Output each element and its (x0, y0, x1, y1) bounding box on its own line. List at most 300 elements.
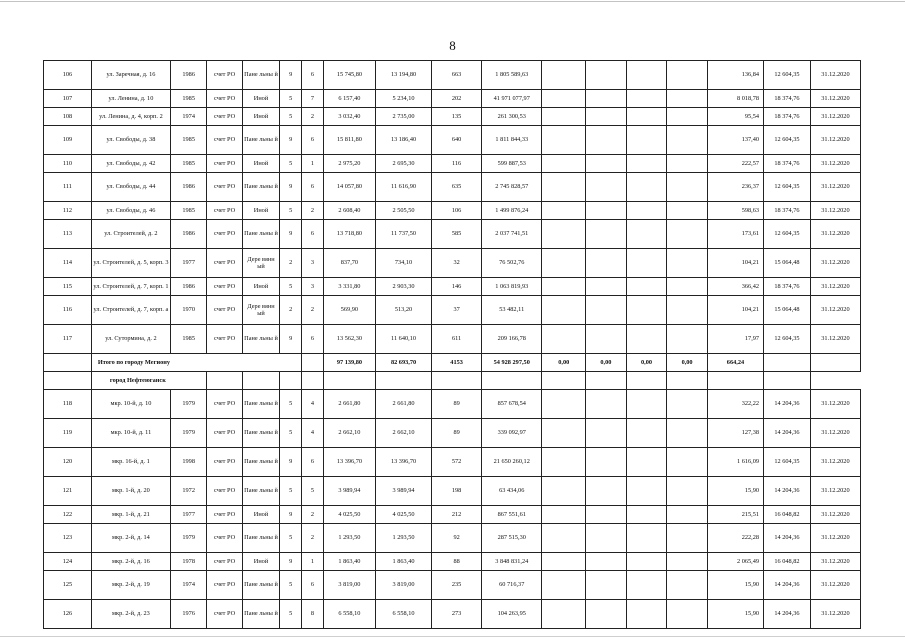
empty-cell (586, 202, 627, 220)
table-row (44, 126, 861, 155)
material-cell: Дере вянн ый (242, 296, 279, 325)
row-number: 118 (44, 390, 92, 419)
empty-cell (542, 108, 586, 126)
cost-cell: 2 745 828,57 (482, 173, 542, 202)
section-empty-cell (280, 372, 302, 390)
account-cell: счет РО (207, 600, 242, 629)
account-cell: счет РО (207, 278, 242, 296)
empty-cell (626, 126, 667, 155)
date-cell: 31.12.2020 (810, 202, 860, 220)
unit-cost-cell: 15,90 (707, 571, 763, 600)
entrances-cell: 6 (302, 325, 324, 354)
floors-cell: 9 (280, 173, 302, 202)
area-total-cell: 2 662,10 (323, 419, 375, 448)
section-empty-cell (542, 372, 586, 390)
empty-cell (586, 61, 627, 90)
area-total-cell: 6 157,40 (323, 90, 375, 108)
row-number: 122 (44, 506, 92, 524)
unit-cost-cell: 2 065,49 (707, 553, 763, 571)
unit-cost-cell: 222,28 (707, 524, 763, 553)
table-row (44, 278, 861, 296)
rate-cell: 14 204,36 (764, 390, 811, 419)
material-cell: Иной (242, 108, 279, 126)
material-cell: Пане льны й (242, 571, 279, 600)
cost-cell: 1 499 876,24 (482, 202, 542, 220)
empty-cell (667, 249, 708, 278)
address-cell: ул. Строителей, д. 7, корп. 1 (91, 278, 170, 296)
material-cell: Пане льны й (242, 419, 279, 448)
floors-cell: 2 (280, 296, 302, 325)
row-number: 113 (44, 220, 92, 249)
page-number: 8 (449, 38, 456, 53)
area-total-cell: 3 989,94 (323, 477, 375, 506)
floors-cell: 5 (280, 90, 302, 108)
entrances-cell: 2 (302, 296, 324, 325)
empty-cell (667, 90, 708, 108)
floors-cell: 9 (280, 448, 302, 477)
account-cell: счет РО (207, 220, 242, 249)
row-number: 106 (44, 61, 92, 90)
address-cell: ул. Заречная, д. 16 (91, 61, 170, 90)
area-living-cell: 3 819,00 (375, 571, 431, 600)
row-number: 126 (44, 600, 92, 629)
section-empty-cell (242, 372, 279, 390)
area-total-cell: 14 057,80 (323, 173, 375, 202)
material-cell: Пане льны й (242, 220, 279, 249)
year-cell: 1979 (170, 524, 206, 553)
rate-cell: 12 604,35 (764, 173, 811, 202)
row-number: 111 (44, 173, 92, 202)
account-cell: счет РО (207, 126, 242, 155)
date-cell: 31.12.2020 (810, 90, 860, 108)
area-total-cell: 6 558,10 (323, 600, 375, 629)
area-living-cell: 13 194,80 (375, 61, 431, 90)
address-cell: ул. Свободы, д. 38 (91, 126, 170, 155)
area-living-cell: 2 695,30 (375, 155, 431, 173)
cost-cell: 1 811 844,33 (482, 126, 542, 155)
total-zero-2: 0,00 (586, 354, 627, 372)
date-cell: 31.12.2020 (810, 173, 860, 202)
cost-cell: 60 716,37 (482, 571, 542, 600)
entrances-cell: 4 (302, 419, 324, 448)
table-row (44, 448, 861, 477)
address-cell: ул. Свободы, д. 46 (91, 202, 170, 220)
rate-cell: 14 204,36 (764, 571, 811, 600)
empty-cell (542, 220, 586, 249)
empty-cell (626, 477, 667, 506)
material-cell: Дере вянн ый (242, 249, 279, 278)
empty-cell (667, 524, 708, 553)
area-total-cell: 837,70 (323, 249, 375, 278)
account-cell: счет РО (207, 249, 242, 278)
cost-cell: 41 971 077,97 (482, 90, 542, 108)
empty-cell (542, 506, 586, 524)
row-number: 108 (44, 108, 92, 126)
cost-cell: 339 092,97 (482, 419, 542, 448)
total-sum: 54 928 297,50 (482, 354, 542, 372)
empty-cell (586, 126, 627, 155)
residents-cell: 32 (432, 249, 482, 278)
table-row (44, 90, 861, 108)
empty-cell (626, 524, 667, 553)
area-living-cell: 2 662,10 (375, 419, 431, 448)
unit-cost-cell: 104,21 (707, 249, 763, 278)
address-cell: ул. Строителей, д. 2 (91, 220, 170, 249)
empty-cell (667, 448, 708, 477)
row-number: 119 (44, 419, 92, 448)
address-cell: мкр. 2-й, д. 19 (91, 571, 170, 600)
year-cell: 1986 (170, 278, 206, 296)
row-number: 116 (44, 296, 92, 325)
table-row (44, 249, 861, 278)
empty-cell (542, 249, 586, 278)
area-living-cell: 6 558,10 (375, 600, 431, 629)
area-total-cell: 13 718,80 (323, 220, 375, 249)
date-cell: 31.12.2020 (810, 220, 860, 249)
area-total-cell: 4 025,50 (323, 506, 375, 524)
unit-cost-cell: 215,51 (707, 506, 763, 524)
total-row (44, 354, 861, 372)
unit-cost-cell: 104,21 (707, 296, 763, 325)
rate-cell: 12 604,35 (764, 220, 811, 249)
date-cell: 31.12.2020 (810, 155, 860, 173)
rate-cell: 18 374,76 (764, 202, 811, 220)
empty-cell (542, 390, 586, 419)
empty-cell (586, 419, 627, 448)
rate-cell: 18 374,76 (764, 90, 811, 108)
row-number: 117 (44, 325, 92, 354)
residents-cell: 202 (432, 90, 482, 108)
cost-cell: 21 650 260,12 (482, 448, 542, 477)
total-empty-cell (302, 354, 324, 372)
material-cell: Пане льны й (242, 390, 279, 419)
cost-cell: 3 848 831,24 (482, 553, 542, 571)
section-empty-cell (707, 372, 763, 390)
entrances-cell: 6 (302, 220, 324, 249)
rate-cell: 14 204,36 (764, 477, 811, 506)
floors-cell: 5 (280, 524, 302, 553)
year-cell: 1979 (170, 419, 206, 448)
residents-cell: 89 (432, 390, 482, 419)
unit-cost-cell: 136,84 (707, 61, 763, 90)
area-living-cell: 13 396,70 (375, 448, 431, 477)
table-row (44, 325, 861, 354)
account-cell: счет РО (207, 202, 242, 220)
empty-cell (586, 90, 627, 108)
empty-cell (586, 600, 627, 629)
residents-cell: 273 (432, 600, 482, 629)
cost-cell: 599 887,53 (482, 155, 542, 173)
year-cell: 1986 (170, 61, 206, 90)
empty-cell (542, 126, 586, 155)
empty-cell (667, 600, 708, 629)
floors-cell: 9 (280, 506, 302, 524)
unit-cost-cell: 236,37 (707, 173, 763, 202)
residents-cell: 635 (432, 173, 482, 202)
section-empty-cell (482, 372, 542, 390)
rate-cell: 15 064,48 (764, 296, 811, 325)
section-empty-cell (323, 372, 375, 390)
account-cell: счет РО (207, 296, 242, 325)
entrances-cell: 6 (302, 61, 324, 90)
empty-cell (626, 571, 667, 600)
floors-cell: 5 (280, 278, 302, 296)
account-cell: счет РО (207, 173, 242, 202)
entrances-cell: 5 (302, 477, 324, 506)
residents-cell: 92 (432, 524, 482, 553)
empty-cell (542, 553, 586, 571)
year-cell: 1976 (170, 600, 206, 629)
empty-cell (626, 553, 667, 571)
cost-cell: 209 166,78 (482, 325, 542, 354)
area-living-cell: 11 640,10 (375, 325, 431, 354)
year-cell: 1979 (170, 390, 206, 419)
residents-cell: 106 (432, 202, 482, 220)
residents-cell: 235 (432, 571, 482, 600)
empty-cell (586, 220, 627, 249)
empty-cell (542, 202, 586, 220)
date-cell: 31.12.2020 (810, 325, 860, 354)
row-number: 110 (44, 155, 92, 173)
date-cell: 31.12.2020 (810, 553, 860, 571)
section-empty-cell (207, 372, 242, 390)
area-living-cell: 2 903,30 (375, 278, 431, 296)
empty-cell (626, 202, 667, 220)
row-number: 121 (44, 477, 92, 506)
empty-cell (667, 325, 708, 354)
empty-cell (667, 126, 708, 155)
floors-cell: 9 (280, 553, 302, 571)
total-label: Итого по городу Мегиону (91, 354, 301, 372)
empty-cell (667, 61, 708, 90)
date-cell: 31.12.2020 (810, 448, 860, 477)
entrances-cell: 8 (302, 600, 324, 629)
table-wrapper (43, 60, 861, 629)
table-total (44, 354, 861, 390)
table-body-megion (44, 61, 861, 354)
residents-cell: 572 (432, 448, 482, 477)
total-zero-3: 0,00 (626, 354, 667, 372)
account-cell: счет РО (207, 90, 242, 108)
cost-cell: 63 434,06 (482, 477, 542, 506)
entrances-cell: 4 (302, 390, 324, 419)
account-cell: счет РО (207, 419, 242, 448)
account-cell: счет РО (207, 325, 242, 354)
row-number: 120 (44, 448, 92, 477)
entrances-cell: 3 (302, 249, 324, 278)
address-cell: мкр. 10-й, д. 10 (91, 390, 170, 419)
empty-cell (586, 173, 627, 202)
address-cell: ул. Свободы, д. 44 (91, 173, 170, 202)
empty-cell (586, 249, 627, 278)
empty-cell (586, 506, 627, 524)
date-cell: 31.12.2020 (810, 571, 860, 600)
row-number: 115 (44, 278, 92, 296)
table-body-nefteyugansk (44, 390, 861, 629)
entrances-cell: 2 (302, 506, 324, 524)
empty-cell (586, 296, 627, 325)
empty-cell (667, 477, 708, 506)
residents-cell: 611 (432, 325, 482, 354)
floors-cell: 5 (280, 419, 302, 448)
area-living-cell: 13 186,40 (375, 126, 431, 155)
total-count: 4153 (432, 354, 482, 372)
empty-cell (626, 600, 667, 629)
empty-cell (626, 278, 667, 296)
housing-table (43, 60, 861, 629)
entrances-cell: 6 (302, 448, 324, 477)
empty-cell (626, 296, 667, 325)
address-cell: ул. Строителей, д. 7, корп. а (91, 296, 170, 325)
empty-cell (626, 390, 667, 419)
rate-cell: 14 204,36 (764, 419, 811, 448)
row-number: 112 (44, 202, 92, 220)
address-cell: ул. Сутормина, д. 2 (91, 325, 170, 354)
area-living-cell: 513,20 (375, 296, 431, 325)
row-number: 123 (44, 524, 92, 553)
address-cell: ул. Строителей, д. 5, корп. 3 (91, 249, 170, 278)
year-cell: 1974 (170, 108, 206, 126)
area-total-cell: 13 396,70 (323, 448, 375, 477)
empty-cell (626, 325, 667, 354)
cost-cell: 1 805 589,63 (482, 61, 542, 90)
table-row (44, 296, 861, 325)
address-cell: ул. Ленина, д. 10 (91, 90, 170, 108)
table-row (44, 108, 861, 126)
area-total-cell: 13 562,30 (323, 325, 375, 354)
unit-cost-cell: 366,42 (707, 278, 763, 296)
entrances-cell: 2 (302, 202, 324, 220)
address-cell: мкр. 16-й, д. 1 (91, 448, 170, 477)
area-living-cell: 1 863,40 (375, 553, 431, 571)
date-cell: 31.12.2020 (810, 419, 860, 448)
area-living-cell: 2 661,80 (375, 390, 431, 419)
date-cell: 31.12.2020 (810, 477, 860, 506)
residents-cell: 198 (432, 477, 482, 506)
address-cell: мкр. 10-й, д. 11 (91, 419, 170, 448)
table-row (44, 61, 861, 90)
floors-cell: 5 (280, 108, 302, 126)
cost-cell: 857 678,54 (482, 390, 542, 419)
area-total-cell: 3 819,00 (323, 571, 375, 600)
empty-cell (626, 108, 667, 126)
rate-cell: 14 204,36 (764, 524, 811, 553)
empty-cell (667, 220, 708, 249)
empty-cell (667, 571, 708, 600)
row-number: 114 (44, 249, 92, 278)
floors-cell: 5 (280, 571, 302, 600)
row-number: 125 (44, 571, 92, 600)
area-total-cell: 2 975,20 (323, 155, 375, 173)
empty-cell (626, 173, 667, 202)
empty-cell (586, 155, 627, 173)
empty-cell (667, 506, 708, 524)
section-empty-cell (764, 372, 811, 390)
area-living-cell: 11 737,50 (375, 220, 431, 249)
account-cell: счет РО (207, 477, 242, 506)
residents-cell: 116 (432, 155, 482, 173)
empty-cell (626, 249, 667, 278)
section-header-row (44, 372, 861, 390)
date-cell: 31.12.2020 (810, 296, 860, 325)
year-cell: 1972 (170, 477, 206, 506)
residents-cell: 88 (432, 553, 482, 571)
section-empty-cell (432, 372, 482, 390)
section-empty-cell (586, 372, 627, 390)
row-number: 107 (44, 90, 92, 108)
empty-cell (542, 600, 586, 629)
entrances-cell: 3 (302, 278, 324, 296)
empty-cell (626, 419, 667, 448)
account-cell: счет РО (207, 448, 242, 477)
rate-cell: 18 374,76 (764, 155, 811, 173)
material-cell: Пане льны й (242, 600, 279, 629)
entrances-cell: 1 (302, 553, 324, 571)
total-num-cell (44, 354, 92, 372)
empty-cell (667, 173, 708, 202)
section-num-cell (44, 372, 92, 390)
floors-cell: 2 (280, 249, 302, 278)
section-title: город Нефтеюганск (91, 372, 207, 390)
material-cell: Пане льны й (242, 61, 279, 90)
cost-cell: 287 515,30 (482, 524, 542, 553)
empty-cell (626, 506, 667, 524)
table-row (44, 419, 861, 448)
residents-cell: 135 (432, 108, 482, 126)
year-cell: 1985 (170, 90, 206, 108)
rate-cell: 18 374,76 (764, 278, 811, 296)
rate-cell: 12 604,35 (764, 61, 811, 90)
account-cell: счет РО (207, 571, 242, 600)
area-total-cell: 3 331,80 (323, 278, 375, 296)
empty-cell (667, 390, 708, 419)
table-row (44, 600, 861, 629)
rate-cell: 18 374,76 (764, 108, 811, 126)
area-total-cell: 3 032,40 (323, 108, 375, 126)
area-living-cell: 5 234,10 (375, 90, 431, 108)
account-cell: счет РО (207, 506, 242, 524)
address-cell: ул. Свободы, д. 42 (91, 155, 170, 173)
empty-cell (542, 325, 586, 354)
table-row (44, 477, 861, 506)
material-cell: Пане льны й (242, 477, 279, 506)
account-cell: счет РО (207, 524, 242, 553)
floors-cell: 9 (280, 126, 302, 155)
area-living-cell: 734,10 (375, 249, 431, 278)
entrances-cell: 7 (302, 90, 324, 108)
unit-cost-cell: 15,90 (707, 600, 763, 629)
entrances-cell: 6 (302, 173, 324, 202)
year-cell: 1986 (170, 173, 206, 202)
area-living-cell: 4 025,50 (375, 506, 431, 524)
unit-cost-cell: 173,61 (707, 220, 763, 249)
table-row (44, 506, 861, 524)
entrances-cell: 2 (302, 108, 324, 126)
empty-cell (667, 553, 708, 571)
area-living-cell: 1 293,50 (375, 524, 431, 553)
address-cell: ул. Ленина, д. 4, корп. 2 (91, 108, 170, 126)
address-cell: мкр. 2-й, д. 14 (91, 524, 170, 553)
unit-cost-cell: 17,97 (707, 325, 763, 354)
rate-cell: 16 048,82 (764, 553, 811, 571)
material-cell: Иной (242, 155, 279, 173)
empty-cell (542, 448, 586, 477)
empty-cell (626, 220, 667, 249)
table-row (44, 173, 861, 202)
rate-cell: 16 048,82 (764, 506, 811, 524)
empty-cell (626, 90, 667, 108)
empty-cell (667, 296, 708, 325)
